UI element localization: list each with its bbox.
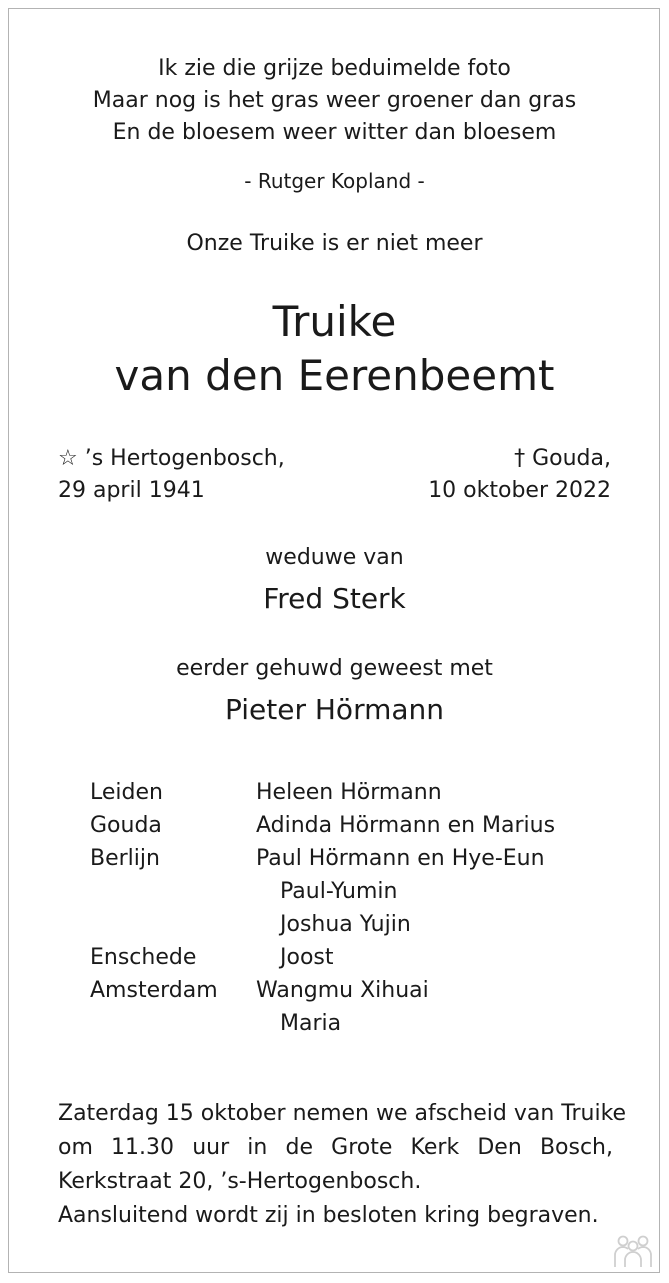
family-row [0, 978, 669, 1011]
family-place: Amsterdam [90, 978, 218, 1003]
death-place: † Gouda, [514, 446, 611, 471]
family-row [0, 780, 669, 813]
former-marriage-label: eerder gehuwd geweest met [176, 656, 493, 681]
poem-line-3: En de bloesem weer witter dan bloesem [112, 120, 557, 145]
funeral-line-2: om 11.30 uur in de Grote Kerk Den Bosch, [58, 1135, 613, 1160]
birth-place: ☆ ’s Hertogenbosch, [58, 446, 285, 471]
family-person: Heleen Hörmann [256, 780, 442, 805]
birth-date: 29 april 1941 [58, 478, 205, 503]
intro-text: Onze Truike is er niet meer [186, 231, 483, 256]
deceased-name [0, 295, 669, 403]
family-row [0, 813, 669, 846]
widow-name: Fred Sterk [263, 582, 406, 615]
family-row [0, 879, 669, 912]
family-place: Leiden [90, 780, 163, 805]
deceased-first-name: Truike [272, 297, 397, 346]
poem-line-2: Maar nog is het gras weer groener dan gras [92, 88, 577, 113]
funeral-line-1: Zaterdag 15 oktober nemen we afscheid van Truike [58, 1101, 627, 1126]
family-place: Enschede [90, 945, 197, 970]
notice-border [8, 8, 660, 1273]
deceased-surname: van den Eerenbeemt [114, 351, 555, 400]
poem-line-1: Ik zie die grijze beduimelde foto [158, 56, 511, 81]
poem [0, 53, 669, 149]
funeral-details [58, 1097, 627, 1233]
funeral-line-3: Kerkstraat 20, ’s-Hertogenbosch. [58, 1169, 422, 1194]
family-row [0, 846, 669, 879]
family-person: Paul-Yumin [280, 879, 398, 904]
family-person: Paul Hörmann en Hye-Eun [256, 846, 545, 871]
family-row [0, 912, 669, 945]
widow-label: weduwe van [265, 545, 404, 570]
family-person: Joshua Yujin [280, 912, 411, 937]
people-group-icon [611, 1233, 655, 1269]
family-person: Wangmu Xihuai [256, 978, 429, 1003]
family-list [0, 780, 669, 1050]
family-person: Adinda Hörmann en Marius [256, 813, 556, 838]
family-person: Maria [280, 1011, 342, 1036]
family-person: Joost [280, 945, 334, 970]
family-row [0, 945, 669, 978]
family-place: Berlijn [90, 846, 160, 871]
former-marriage-name: Pieter Hörmann [224, 693, 445, 726]
family-place: Gouda [90, 813, 162, 838]
poem-author: - Rutger Kopland - [244, 169, 425, 193]
funeral-line-4: Aansluitend wordt zij in besloten kring begraven. [58, 1203, 599, 1228]
death-date: 10 oktober 2022 [428, 478, 611, 503]
family-row [0, 1011, 669, 1044]
